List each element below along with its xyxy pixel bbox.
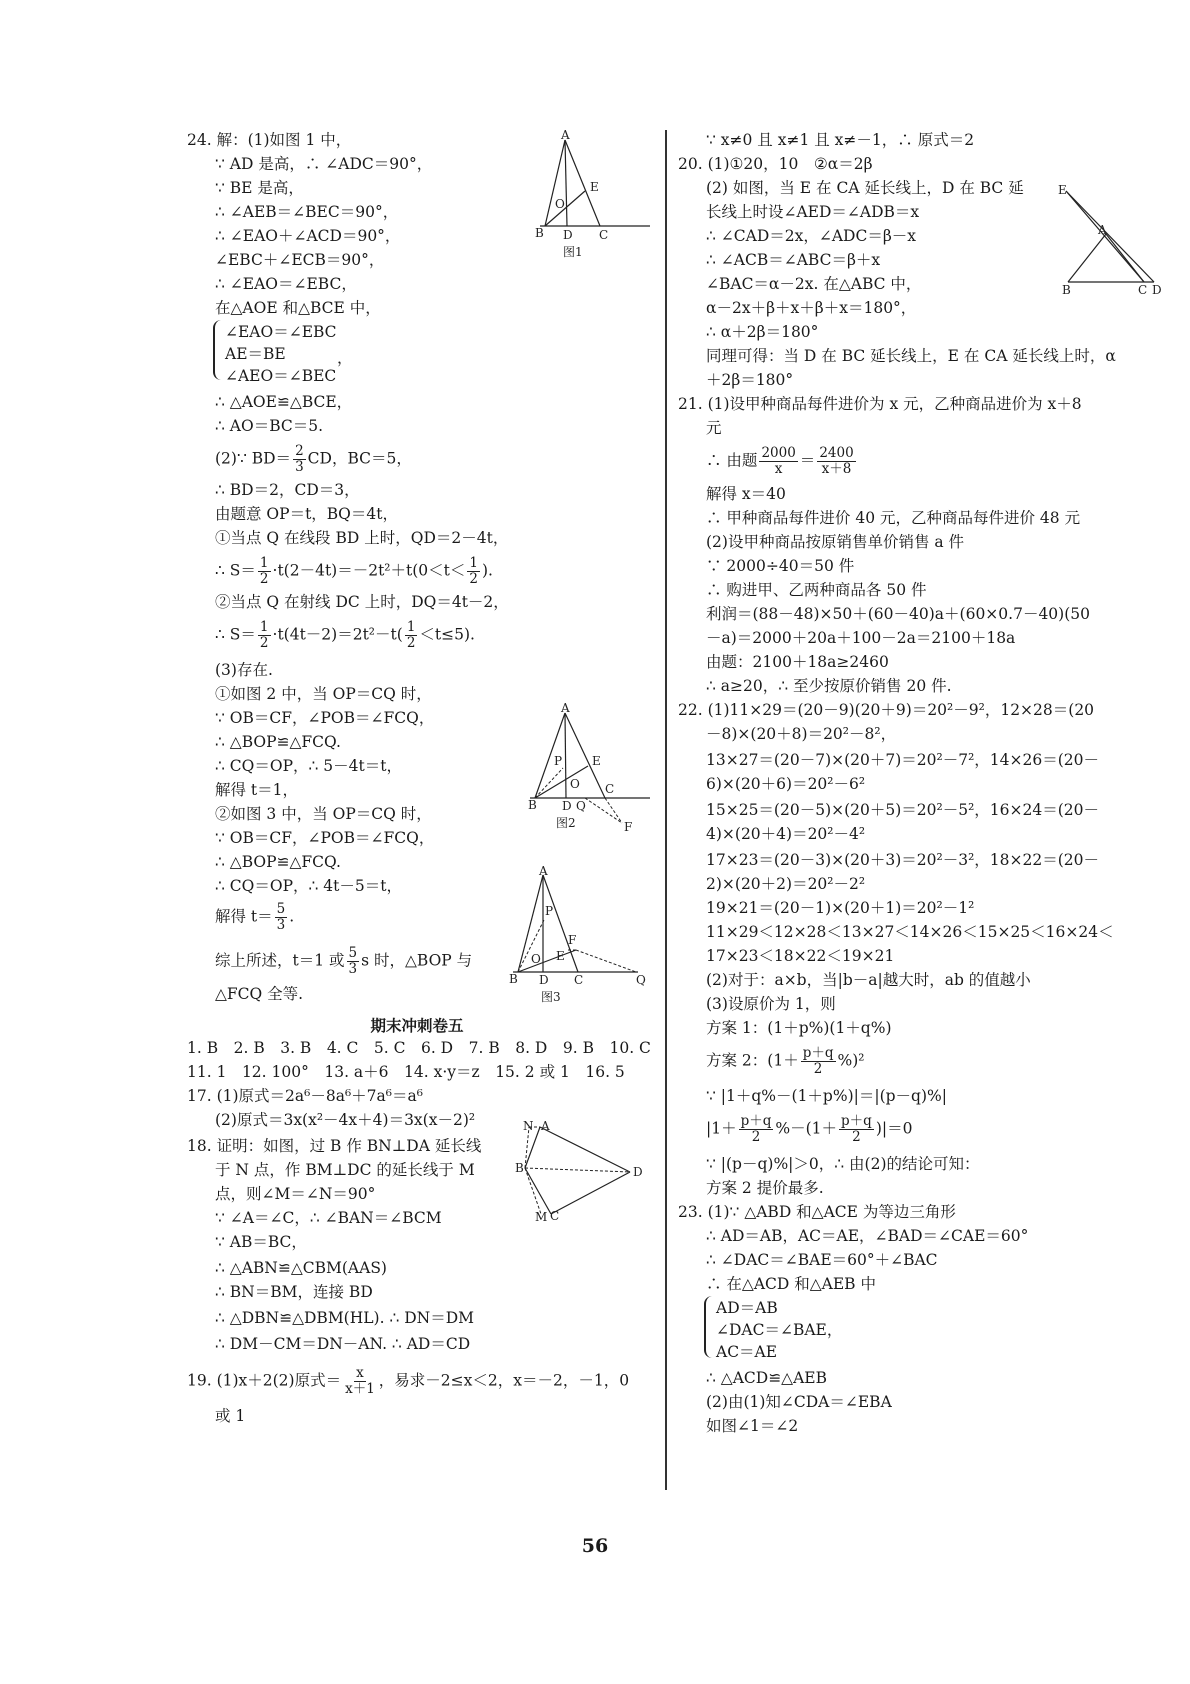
point-label: D xyxy=(539,973,549,987)
fraction xyxy=(258,556,271,587)
text-line: ∴ a≥20，∴ 至少按原价销售 20 件. xyxy=(706,677,952,695)
text-line xyxy=(215,620,475,651)
text-line: 17. (1)原式＝2a⁶－8a⁶＋7a⁶＝a⁶ xyxy=(187,1087,423,1105)
text-line: ∵ OB＝CF，∠POB＝∠FCQ， xyxy=(215,829,435,847)
point-label: A xyxy=(1098,223,1107,237)
text-line: ∵ ∠A＝∠C，∴ ∠BAN＝∠BCM xyxy=(215,1209,442,1227)
text-line: ∵ |1＋q%－(1＋p%)|＝|(p－q)%| xyxy=(706,1087,947,1105)
fraction xyxy=(275,902,288,933)
fraction xyxy=(347,946,360,977)
point-label: D xyxy=(1152,283,1162,297)
text-span: ，易求－2≤x＜2，x＝－2，－1，0 xyxy=(378,1371,630,1390)
text-line: AE＝BE xyxy=(225,345,286,363)
text-line: ， xyxy=(337,349,353,367)
text-line: ∵ BE 是高， xyxy=(215,179,304,197)
text-span: ＜t≤5). xyxy=(419,625,475,644)
triangle-diagram xyxy=(1058,183,1168,297)
text-line: ∴ ∠AEB＝∠BEC＝90°， xyxy=(215,203,399,221)
figure-caption: 图1 xyxy=(563,245,583,259)
text-line: 11×29＜12×28＜13×27＜14×26＜15×25＜16×24＜ xyxy=(706,923,1114,941)
text-span: CD，BC＝5， xyxy=(307,449,412,468)
text-line: 23. (1)∵ △ABD 和△ACE 为等边三角形 xyxy=(678,1203,956,1221)
section-title: 期末冲刺卷五 xyxy=(370,1016,464,1035)
point-label: M xyxy=(535,1210,548,1224)
text-span: . xyxy=(289,907,295,926)
point-label: C xyxy=(550,1209,560,1223)
text-line: ∴ AD＝AB，AC＝AE，∠BAD＝∠CAE＝60° xyxy=(706,1227,1029,1245)
point-label: A xyxy=(561,128,570,142)
column-divider xyxy=(665,130,667,1490)
text-line: ∴ CQ＝OP，∴ 4t－5＝t， xyxy=(215,877,402,895)
fraction-numerator: p＋q xyxy=(740,1113,772,1129)
point-label: C xyxy=(1138,283,1148,297)
point-label: C xyxy=(599,228,609,242)
text-line: 6)×(20＋6)＝20²－6² xyxy=(706,775,866,793)
text-line: ∴ BD＝2，CD＝3， xyxy=(215,481,360,499)
text-line: (2)对于：a×b，当|b－a|越大时，ab 的值越小 xyxy=(706,971,1031,989)
point-label: D xyxy=(562,799,572,813)
text-line: 元 xyxy=(706,419,722,437)
triangle-diagram xyxy=(535,128,655,261)
text-line: 22. (1)11×29＝(20－9)(20＋9)＝20²－9²，12×28＝(20 xyxy=(678,701,1095,719)
text-line: ∴ ∠EAO＝∠EBC， xyxy=(215,275,357,293)
text-line: ∵ x≠0 且 x≠1 且 x≠－1，∴ 原式＝2 xyxy=(706,131,975,149)
fraction-denominator: 2 xyxy=(406,635,416,651)
text-line: ∵ OB＝CF，∠POB＝∠FCQ， xyxy=(215,709,435,727)
point-label: B xyxy=(528,798,537,812)
figure-3 xyxy=(508,864,658,1005)
text-line: (2)设甲种商品按原销售单价销售 a 件 xyxy=(706,533,965,551)
fraction-denominator: 2 xyxy=(813,1061,823,1077)
text-line: ∴ △ABN≌△CBM(AAS) xyxy=(215,1259,387,1277)
text-span: ). xyxy=(481,561,493,580)
text-line: ∠EAO＝∠EBC xyxy=(225,323,337,341)
fraction xyxy=(467,556,480,587)
text-line: ①当点 Q 在线段 BD 上时，QD＝2－4t， xyxy=(215,529,509,547)
point-label: E xyxy=(592,754,601,768)
figure-1 xyxy=(535,128,655,261)
page-number: 56 xyxy=(581,1535,609,1557)
point-label: F xyxy=(568,933,577,947)
fraction-numerator: p＋q xyxy=(802,1045,834,1061)
text-line: ∴ 在△ACD 和△AEB 中 xyxy=(706,1275,877,1293)
figure-q20 xyxy=(1058,183,1168,297)
text-line: 利润＝(88－48)×50＋(60－40)a＋(60×0.7－40)(50 xyxy=(706,605,1090,623)
text-line: ∴ 甲种商品每件进价 40 元，乙种商品每件进价 48 元 xyxy=(706,509,1081,527)
fraction xyxy=(405,620,418,651)
text-line: ①如图 2 中，当 OP＝CQ 时， xyxy=(215,685,432,703)
text-line: 方案 1：(1＋p%)(1＋q%) xyxy=(706,1019,892,1037)
text-line xyxy=(706,1046,865,1077)
point-label: D xyxy=(633,1165,643,1179)
text-line: ∴ AO＝BC＝5. xyxy=(215,417,324,435)
text-line: －a)＝2000＋20a＋100－2a＝2100＋18a xyxy=(706,629,1016,647)
text-line: 解得 t＝1， xyxy=(215,781,299,799)
point-label: O xyxy=(531,952,541,966)
fraction-denominator: 2 xyxy=(259,635,269,651)
fraction-numerator: 2000 xyxy=(761,445,796,461)
fraction xyxy=(258,620,271,651)
answer-line: 1. B 2. B 3. B 4. C 5. C 6. D 7. B 8. D 9. B 10. C xyxy=(187,1039,651,1057)
text-line xyxy=(215,902,294,933)
point-label: B xyxy=(515,1161,524,1175)
text-span: ∴ 由题 xyxy=(706,451,758,470)
text-line: 2)×(20＋2)＝20²－2² xyxy=(706,875,866,893)
point-label: O xyxy=(555,197,565,211)
figure-q18 xyxy=(515,1119,655,1224)
text-span: 19. (1)x＋2(2)原式＝ xyxy=(187,1371,342,1390)
fraction xyxy=(817,446,855,477)
text-line: ∠BAC＝α－2x. 在△ABC 中， xyxy=(706,275,922,293)
text-line xyxy=(706,446,858,477)
text-line: ∴ 购进甲、乙两种商品各 50 件 xyxy=(706,581,927,599)
text-line: ∴ ∠ACB＝∠ABC＝β＋x xyxy=(706,251,881,269)
system-brace xyxy=(704,1296,714,1358)
point-label: P xyxy=(554,754,563,768)
figure-caption: 图2 xyxy=(556,816,576,830)
text-line: 解得 x＝40 xyxy=(706,485,786,503)
text-line: ∠DAC＝∠BAE， xyxy=(716,1321,843,1339)
text-line: ∴ ∠EAO＋∠ACD＝90°， xyxy=(215,227,401,245)
text-span: ＝ xyxy=(799,451,816,470)
text-line: (3)设原价为 1，则 xyxy=(706,995,836,1013)
text-line: 20. (1)①20，10 ②α＝2β xyxy=(678,155,873,173)
text-line: ②如图 3 中，当 OP＝CQ 时， xyxy=(215,805,432,823)
text-span: 方案 2：(1＋ xyxy=(706,1051,799,1070)
point-label: E xyxy=(556,949,565,963)
text-span: ·t(2－4t)＝－2t²＋t(0＜t＜ xyxy=(272,561,466,580)
fraction-numerator: 5 xyxy=(276,901,286,917)
point-label: A xyxy=(541,1119,550,1133)
fraction-denominator: 2 xyxy=(751,1129,761,1145)
point-label: A xyxy=(539,864,548,878)
text-line xyxy=(215,946,472,977)
text-line: (2)由(1)知∠CDA＝∠EBA xyxy=(706,1393,892,1411)
fraction-numerator: 2400 xyxy=(819,445,854,461)
text-line: ∴ DM－CM＝DN－AN. ∴ AD＝CD xyxy=(215,1335,471,1353)
fraction-numerator: 1 xyxy=(469,555,478,571)
text-line: 21. (1)设甲种商品每件进价为 x 元，乙种商品进价为 x＋8 xyxy=(678,395,1082,413)
text-line: 如图∠1＝∠2 xyxy=(706,1417,799,1435)
point-label: B xyxy=(509,972,518,986)
point-label: E xyxy=(1058,183,1067,197)
text-line: 由题：2100＋18a≥2460 xyxy=(706,653,889,671)
text-line: ∴ CQ＝OP，∴ 5－4t＝t， xyxy=(215,757,402,775)
text-line: ∴ BN＝BM，连接 BD xyxy=(215,1283,373,1301)
fraction-numerator: 1 xyxy=(259,555,269,571)
text-span: ∴ S＝ xyxy=(215,625,256,644)
fraction-numerator: 2 xyxy=(295,443,304,459)
text-line: ∴ △BOP≌△FCQ. xyxy=(215,853,341,871)
text-line: AD＝AB xyxy=(716,1299,778,1317)
text-line: 由题意 OP＝t，BQ＝4t， xyxy=(215,505,398,523)
text-line xyxy=(215,556,493,587)
text-span: s 时，△BOP 与 xyxy=(361,951,473,970)
text-line: ∵ AD 是高，∴ ∠ADC＝90°， xyxy=(215,155,433,173)
text-line: 在△AOE 和△BCE 中， xyxy=(215,299,381,317)
fraction xyxy=(739,1114,774,1145)
text-span: )|＝0 xyxy=(875,1119,913,1138)
text-line: ∠AEO＝∠BEC xyxy=(225,367,337,385)
text-line: 19×21＝(20－1)×(20＋1)＝20²－1² xyxy=(706,899,975,917)
text-line: 24. 解：(1)如图 1 中， xyxy=(187,131,352,149)
fraction-denominator: x xyxy=(774,461,783,477)
fraction-numerator: 1 xyxy=(259,619,269,635)
point-label: N xyxy=(523,1119,534,1133)
text-line: ∴ α＋2β＝180° xyxy=(706,323,819,341)
text-line: ∵ |(p－q)%|＞0，∴ 由(2)的结论可知： xyxy=(706,1155,980,1173)
text-span: 解得 t＝ xyxy=(215,907,273,926)
figure-2 xyxy=(530,703,655,838)
text-line: 点，则∠M＝∠N＝90° xyxy=(215,1185,376,1203)
text-line: ∴ △DBN≌△DBM(HL). ∴ DN＝DM xyxy=(215,1309,475,1327)
text-line: ∴ △AOE≌△BCE， xyxy=(215,393,353,411)
fraction-numerator: x xyxy=(356,1365,364,1381)
text-line: ∴ △ACD≌△AEB xyxy=(706,1369,827,1387)
text-line: (3)存在. xyxy=(215,661,273,679)
text-span: (2)∵ BD＝ xyxy=(215,449,292,468)
text-line: ∵ AB＝BC， xyxy=(215,1233,307,1251)
point-label: F xyxy=(624,820,633,834)
point-label: C xyxy=(605,782,615,796)
fraction-numerator: 1 xyxy=(406,619,416,635)
text-line xyxy=(706,1114,912,1145)
point-label: P xyxy=(545,904,554,918)
text-line: 4)×(20＋4)＝20²－4² xyxy=(706,825,866,843)
fraction-denominator: 2 xyxy=(469,571,478,587)
text-line: －8)×(20＋8)＝20²－8²， xyxy=(706,725,897,743)
answer-line: 11. 1 12. 100° 13. a＋6 14. x·y＝z 15. 2 或 1 16. 5 xyxy=(187,1063,625,1081)
point-label: D xyxy=(563,228,573,242)
fraction-denominator: 2 xyxy=(259,571,269,587)
quadrilateral-diagram xyxy=(515,1119,655,1224)
text-line: α－2x＋β＋x＋β＋x＝180°， xyxy=(706,299,917,317)
text-span: ·t(4t－2)＝2t²－t( xyxy=(272,625,403,644)
text-line: 17×23＝(20－3)×(20＋3)＝20²－3²，18×22＝(20－ xyxy=(706,851,1099,869)
text-span: %－(1＋ xyxy=(775,1119,838,1138)
system-brace xyxy=(213,320,223,380)
text-span: ∴ S＝ xyxy=(215,561,256,580)
text-line: 同理可得：当 D 在 BC 延长线上，E 在 CA 延长线上时，α xyxy=(706,347,1116,365)
text-line: 或 1 xyxy=(215,1407,246,1425)
figure-caption: 图3 xyxy=(541,990,561,1004)
point-label: B xyxy=(1062,283,1071,297)
text-span: |1＋ xyxy=(706,1119,737,1138)
text-line: ∵ 2000÷40＝50 件 xyxy=(706,557,855,575)
text-line xyxy=(187,1366,629,1397)
text-line: (2) 如图，当 E 在 CA 延长线上，D 在 BC 延 xyxy=(706,179,1024,197)
text-line: ②当点 Q 在射线 DC 上时，DQ＝4t－2， xyxy=(215,593,509,611)
fraction-numerator: p＋q xyxy=(841,1113,872,1129)
text-line: △FCQ 全等. xyxy=(215,985,304,1003)
point-label: A xyxy=(561,701,570,715)
text-line: 15×25＝(20－5)×(20＋5)＝20²－5²，16×24＝(20－ xyxy=(706,801,1099,819)
fraction xyxy=(293,444,306,475)
point-label: B xyxy=(535,226,544,240)
text-line: 18. 证明：如图，过 B 作 BN⊥DA 延长线 xyxy=(187,1137,482,1155)
text-span: %)² xyxy=(837,1051,865,1070)
fraction xyxy=(839,1114,874,1145)
point-label: Q xyxy=(576,799,586,813)
text-line: ∠EBC＋∠ECB＝90°， xyxy=(215,251,385,269)
text-line: 于 N 点，作 BM⊥DC 的延长线于 M xyxy=(215,1161,475,1179)
fraction xyxy=(343,1366,377,1397)
fraction-denominator: 3 xyxy=(348,961,358,977)
text-line: ∴ ∠CAD＝2x，∠ADC＝β－x xyxy=(706,227,917,245)
fraction-denominator: 2 xyxy=(852,1129,861,1145)
point-label: O xyxy=(570,777,580,791)
point-label: C xyxy=(574,973,584,987)
triangle-diagram xyxy=(530,703,655,838)
fraction-numerator: 5 xyxy=(348,945,358,961)
text-line: 长线上时设∠AED＝∠ADB＝x xyxy=(706,203,920,221)
fraction xyxy=(759,446,797,477)
fraction xyxy=(801,1046,836,1077)
text-line: 13×27＝(20－7)×(20＋7)＝20²－7²，14×26＝(20－ xyxy=(706,751,1099,769)
text-line: ∴ ∠DAC＝∠BAE＝60°＋∠BAC xyxy=(706,1251,938,1269)
text-line: 17×23＜18×22＜19×21 xyxy=(706,947,895,965)
text-line: 方案 2 提价最多. xyxy=(706,1179,824,1197)
fraction-denominator: 3 xyxy=(295,459,304,475)
point-label: E xyxy=(590,180,599,194)
text-line xyxy=(215,444,412,475)
point-label: Q xyxy=(636,973,646,987)
fraction-denominator: 3 xyxy=(276,917,286,933)
triangle-diagram xyxy=(508,864,658,1005)
text-span: 综上所述，t＝1 或 xyxy=(215,951,345,970)
text-line: AC＝AE xyxy=(716,1343,778,1361)
fraction-denominator: x＋1 xyxy=(345,1381,375,1397)
text-line: ∴ △BOP≌△FCQ. xyxy=(215,733,341,751)
text-line: ＋2β＝180° xyxy=(706,371,794,389)
text-line: (2)原式＝3x(x²－4x＋4)＝3x(x－2)² xyxy=(215,1111,476,1129)
fraction-denominator: x＋8 xyxy=(821,461,852,477)
